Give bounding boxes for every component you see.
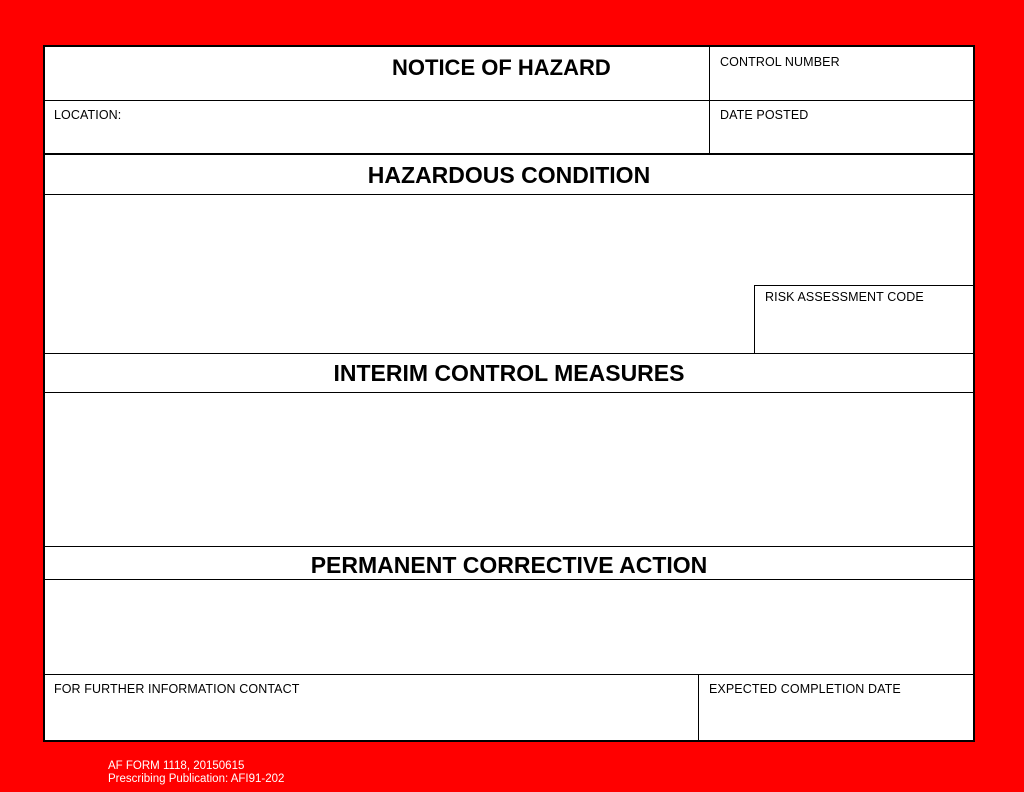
- location-field[interactable]: [45, 123, 709, 153]
- bottom-row-divider: [45, 674, 973, 675]
- prescribing-publication-text: Prescribing Publication: AFI91-202: [108, 773, 285, 785]
- header-bottom-border: [45, 153, 973, 155]
- location-label: LOCATION:: [54, 108, 122, 122]
- permanent-corrective-action-field[interactable]: [45, 580, 973, 674]
- further-information-contact-label: FOR FURTHER INFORMATION CONTACT: [54, 682, 300, 696]
- expected-completion-date-label: EXPECTED COMPLETION DATE: [709, 682, 901, 696]
- control-number-field[interactable]: [710, 69, 973, 99]
- interim-control-measures-heading: INTERIM CONTROL MEASURES: [333, 360, 685, 386]
- risk-assessment-code-label: RISK ASSESSMENT CODE: [765, 290, 924, 304]
- interim-control-measures-field[interactable]: [45, 393, 973, 546]
- form-footer: [108, 760, 284, 786]
- control-number-label: CONTROL NUMBER: [720, 55, 840, 69]
- date-posted-label: DATE POSTED: [720, 108, 809, 122]
- date-posted-field[interactable]: [710, 123, 973, 153]
- form-id-text: AF FORM 1118, 20150615: [108, 760, 245, 772]
- permanent-corrective-action-heading: PERMANENT CORRECTIVE ACTION: [310, 552, 708, 578]
- risk-assessment-code-field[interactable]: [755, 305, 973, 353]
- form-title: NOTICE OF HAZARD: [392, 55, 611, 80]
- interim-top-divider: [45, 353, 973, 354]
- further-information-contact-field[interactable]: [45, 697, 698, 740]
- permanent-top-divider: [45, 546, 973, 547]
- expected-completion-date-field[interactable]: [699, 697, 973, 740]
- hazardous-condition-heading: HAZARDOUS CONDITION: [367, 162, 651, 188]
- hazardous-condition-field[interactable]: [45, 195, 753, 353]
- hazard-notice-form: [43, 45, 975, 742]
- header-row-divider: [45, 100, 973, 101]
